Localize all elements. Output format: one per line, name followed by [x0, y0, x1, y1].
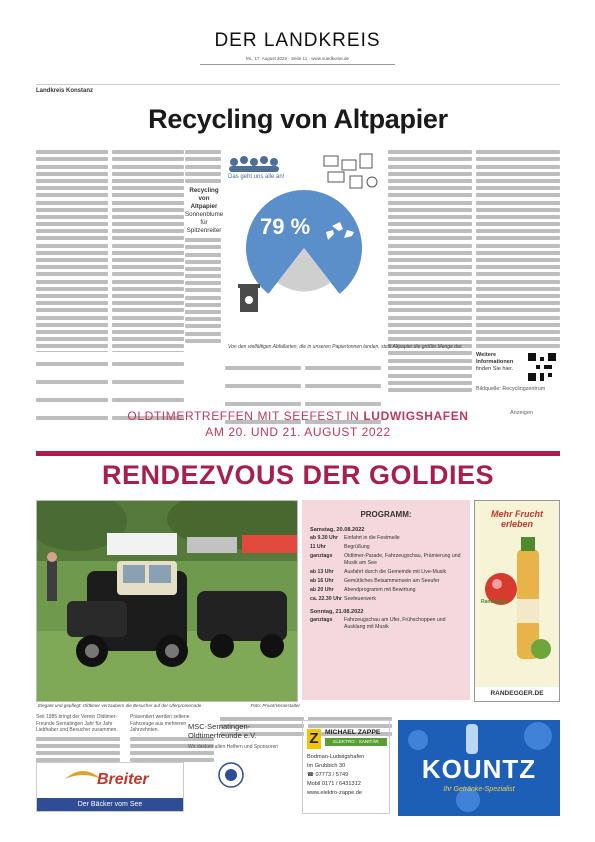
photo-credit: Foto: Privat/Veranstalter: [250, 703, 300, 708]
article-headline: Recycling von Altpapier: [148, 104, 448, 134]
event-title-prefix: OLDTIMERTREFFEN MIT SEEFEST IN: [127, 409, 364, 423]
program-row-time: ab 16 Uhr: [310, 578, 334, 584]
program-row-time: ab 9.30 Uhr: [310, 535, 338, 541]
program-row: [302, 569, 470, 576]
program-row: [302, 596, 470, 603]
program-box: [302, 500, 470, 700]
bin-icon: [238, 284, 260, 312]
program-title: PROGRAMM:: [360, 510, 412, 519]
randegger-url[interactable]: RANDEGGER.DE: [475, 687, 559, 701]
program-row-time: 11 Uhr: [310, 544, 326, 550]
article-column-3: [185, 147, 223, 352]
infographic-small-value: 21 %: [296, 298, 322, 310]
breiter-ad[interactable]: [36, 762, 184, 812]
program-sunday-heading: Sonntag, 21.08.2022: [310, 609, 364, 615]
zappe-trade: ELEKTRO · SANITÄR: [325, 738, 387, 746]
zappe-logo-icon: Z: [307, 729, 321, 749]
article-column-4-bottom: [388, 356, 472, 395]
masthead-rule: [200, 64, 395, 65]
program-row: [302, 617, 470, 631]
ads-label: Anzeigen: [510, 410, 533, 416]
program-row-text: Abendprogramm mit Bewirtung: [344, 587, 416, 593]
zappe-mobile: Mobil 0171 / 6431312: [307, 781, 361, 787]
recycling-infographic: [224, 148, 384, 343]
article-column-2: [112, 147, 184, 352]
msc-name: MSC-Sernatingen-Oldtimerfreunde e.V.: [188, 722, 257, 740]
kountz-slogan: Ihr Getränke-Spezialist: [443, 786, 515, 793]
event-title-line: [36, 409, 560, 423]
program-row: [302, 578, 470, 585]
program-row-text: Ausfahrt durch die Gemeinde mit Live-Musik: [344, 569, 447, 575]
event-title-place: LUDWIGSHAFEN: [363, 409, 469, 423]
bottle-icon: [466, 724, 478, 754]
zappe-name: MICHAEL ZAPPE: [325, 729, 381, 736]
article-column-5: [476, 147, 560, 347]
program-row-text: Fahrzeugschau am Ufer, Frühschoppen und Ausklang mit Musik: [344, 617, 446, 630]
program-row-text: Oldtimer-Parade, Fahrzeugschau, Prämierung und Musik am See: [344, 553, 461, 566]
kountz-ad[interactable]: [398, 720, 560, 816]
people-icon: [229, 156, 279, 172]
program-row: [302, 535, 470, 542]
zappe-line1: Bodman-Ludwigshafen: [307, 754, 365, 760]
links-label: Bildquelle: Recyclingzentrum: [476, 386, 546, 392]
article-column-4: [388, 147, 472, 352]
program-saturday-heading: Samstag, 20.08.2022: [310, 527, 365, 533]
program-row-time: ab 13 Uhr: [310, 569, 334, 575]
phone-icon: ☎: [307, 772, 316, 778]
zappe-phone: 07773 / 5749: [315, 772, 349, 778]
zappe-phone-row: [307, 771, 364, 780]
program-row-text: Seefeuerwerk: [344, 596, 377, 602]
photo-caption: Elegant und gepflegt: Oldtimer verzaubern die Besucher auf der Uferpromenade.: [38, 703, 203, 708]
article-column-1: [36, 147, 108, 352]
masthead-title: DER LANDKREIS: [214, 30, 381, 51]
bottom-text-1-body: Seit 1985 bringt der Verein Oldtimer-Freunde Sernatingen Jahr für Jahr Liebhaber und Besucher zusammen.: [36, 714, 118, 733]
infographic-logo: Das geht uns alle an!: [228, 174, 285, 180]
infographic-caption: Von den vielfältigen Abfallarten, die in unseren Papiertonnen landen, stellt Altpapier die größte Menge dar.: [228, 344, 463, 350]
program-row-time: ca. 22.30 Uhr: [310, 596, 343, 602]
info-box-label: Weitere Informationen: [476, 352, 514, 365]
randegger-brand: Randegger: [481, 599, 508, 605]
bottom-text-2-body: Präsentiert werden seltene Fahrzeuge aus mehreren Jahrzehnten.: [130, 714, 190, 733]
zappe-web[interactable]: www.elektro-zappe.de: [307, 790, 363, 796]
randegger-ad[interactable]: [474, 500, 560, 702]
zappe-ad[interactable]: [302, 720, 390, 814]
article-subhead-2: Sonnenblume für Spitzenreiter: [185, 210, 224, 234]
program-row: [302, 587, 470, 594]
program-row: [302, 544, 470, 551]
program-row-time: ganztags: [310, 553, 333, 559]
event-color-bar: [36, 451, 560, 456]
zappe-contact: [307, 753, 364, 798]
bottom-text-1: [36, 714, 120, 765]
waste-icons: [324, 154, 377, 188]
zappe-line2: Im Grubbich 30: [307, 763, 346, 769]
msc-logo-icon: [218, 762, 244, 788]
region-label: Landkreis Konstanz: [36, 88, 94, 94]
program-row: [302, 553, 470, 567]
event-headline: RENDEZVOUS DER GOLDIES: [101, 460, 495, 490]
breiter-slogan: Der Bäcker vom See: [37, 798, 183, 811]
program-row-text: Gemütliches Beisammensein am Seeufer: [344, 578, 440, 584]
masthead-subline: Mi., 17. August 2022 · Seite 11 · www.suedkurier.de: [246, 56, 349, 61]
program-saturday-list: [302, 535, 470, 603]
program-row-text: Begrüßung: [344, 544, 370, 550]
top-divider: [36, 84, 560, 85]
randegger-ad-title: Mehr Frucht erleben: [490, 509, 543, 529]
info-box-text: finden Sie hier.: [476, 366, 514, 372]
article-subhead-1: Recycling von Altpapier: [189, 186, 219, 210]
info-box: [476, 352, 526, 373]
oldtimer-photo-svg: [37, 501, 298, 702]
msc-ad[interactable]: [188, 722, 296, 812]
program-sunday-list: [302, 617, 470, 631]
event-date: AM 20. UND 21. AUGUST 2022: [205, 425, 391, 439]
msc-text: Wir danken allen Helfern und Sponsoren: [188, 744, 279, 750]
oldtimer-photo: [36, 500, 298, 702]
kountz-name: KOUNTZ: [421, 754, 537, 784]
program-row-time: ab 20 Uhr: [310, 587, 334, 593]
program-row-text: Einfahrt in die Festmeile: [344, 535, 400, 541]
program-row-time: ganztags: [310, 617, 333, 623]
qr-code-icon[interactable]: [528, 353, 556, 381]
breiter-name: Breiter: [97, 771, 149, 788]
infographic-big-value: 79 %: [260, 214, 311, 239]
